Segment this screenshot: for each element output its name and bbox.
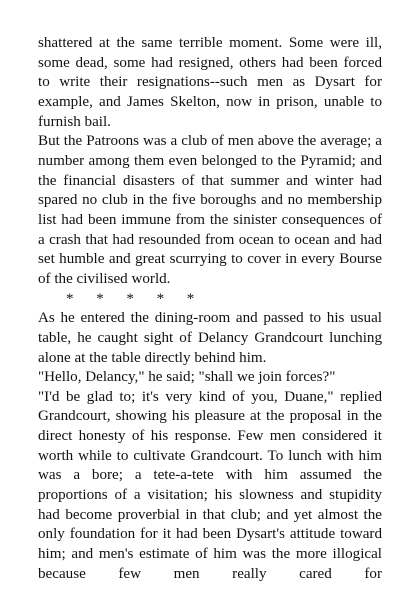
paragraph-1: shattered at the same terrible moment. Some were ill, some dead, some had resigned, others had been forced to write their resignations--such men as Dysart for example, and James Skelton, now in prison, unable to furnish bail. bbox=[38, 35, 382, 130]
book-page bbox=[38, 34, 382, 584]
paragraph-3: As he entered the dining-room and passed to his usual table, he caught sight of Delancy Grandcourt lunching alone at the table directly behind him. bbox=[38, 310, 382, 366]
section-separator: * * * * * bbox=[66, 290, 195, 307]
paragraph-5: "I'd be glad to; it's very kind of you, Duane," replied Grandcourt, showing his pleasure at the proposal in the direct honesty of his response. Few men considered it worth while to cultivate Grandcourt. To lunch with him was a bore; a tete-a-tete with him assumed the proportions of a visitation; his slowness and stupidity had become proverbial in that club; and yet almost the only foundation for it had been Dysart's attitude toward him; and men's estimate of him was the more illogical because few men really cared for bbox=[38, 388, 382, 582]
paragraph-4: "Hello, Delancy," he said; "shall we join forces?" bbox=[38, 369, 336, 386]
paragraph-2: But the Patroons was a club of men above the average; a number among them even belonged to the Pyramid; and the financial disasters of that summer and winter had spared no club in the five boroughs and no membership list had been immune from the sinister consequences of a crash that had resounded from ocean to ocean and had set humble and great scurrying to cover in every Bourse of the civilised world. bbox=[38, 133, 382, 287]
